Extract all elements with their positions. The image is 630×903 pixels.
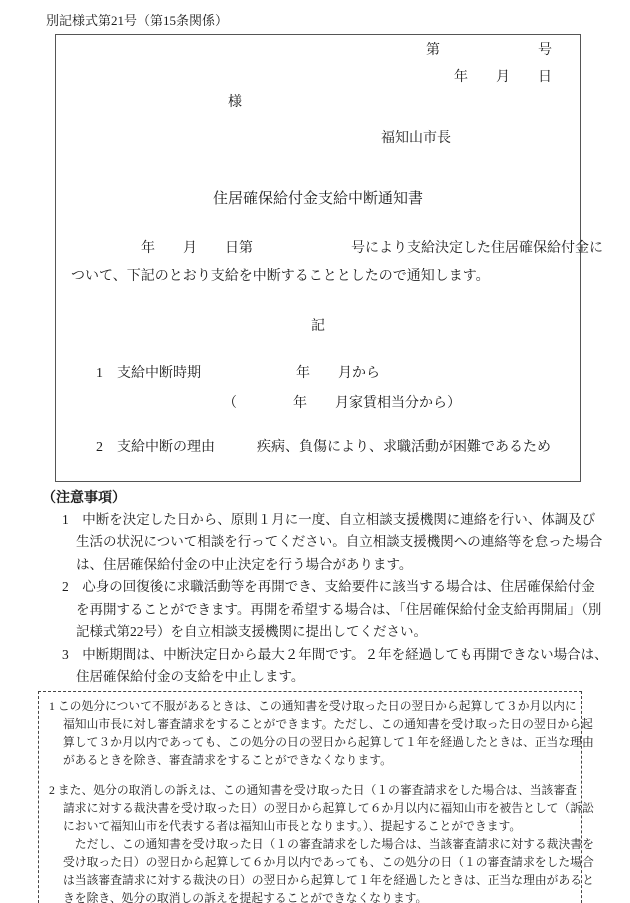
note-item-2-line: 2 心身の回復後に求職活動等を再開でき、支給要件に該当する場合は、住居確保給付金 — [62, 579, 595, 594]
note-item-3-line: 住居確保給付金の支給を中止します。 — [76, 669, 305, 684]
appeal-item-1-line: 福知山市長に対し審査請求をすることができます。ただし、この通知書を受け取った日の翌日から起 — [63, 716, 593, 731]
appeal-item-1 — [39, 697, 594, 769]
appeal-item-2-line: 受け取った日）の翌日から起算して６か月以内であっても、この処分の日（１の審査請求をした場合 — [63, 854, 594, 869]
suspension-reason-value: 疾病、負傷により、求職活動が困難であるため — [257, 440, 551, 455]
note-item-1-line: 1 中断を決定した日から、原則１月に一度、自立相談支援機関に連絡を行い、体調及び — [62, 511, 596, 527]
notice-body-line-2: ついて、下記のとおり支給を中断することとしたので通知します。 — [71, 269, 490, 284]
notes-section — [32, 486, 608, 689]
note-item-2-line: 記様式第22号）を自立相談支援機関に提出してください。 — [76, 624, 427, 639]
issue-date-line: 年 月 日 — [454, 70, 552, 85]
appeal-item-2-line: ただし、この通知書を受け取った日（１の審査請求をした場合は、当該審査請求に対する裁決書を — [63, 836, 594, 851]
appeal-item-2-line: において福知山市を代表する者は福知山市長となります。）、提起することができます。 — [63, 818, 522, 833]
appeal-item-2-line: は当該審査請求に対する裁決の日）の翌日から起算して１年を経過したときは、正当な理由があると — [63, 872, 594, 887]
note-item-3-line: 3 中断期間は、中断決定日から最大２年間です。２年を経過しても再開できない場合は、 — [62, 646, 608, 662]
appeal-item-1-line: 算して３か月以内であっても、この処分の日の翌日から起算して１年を経過したときは、正当な理由 — [63, 734, 594, 749]
appeal-item-2-line: きを除き、処分の取消しの訴えを提起することができなくなります。 — [63, 890, 428, 903]
notice-body-line-1: 年 月 日第 号により支給決定した住居確保給付金に — [141, 241, 603, 256]
note-item-1-line: は、住居確保給付金の中止決定を行う場合があります。 — [76, 556, 413, 572]
record-heading: 記 — [311, 319, 325, 334]
addressee-honorific: 様 — [228, 95, 242, 110]
appeal-item-2 — [39, 781, 594, 903]
suspension-reason-label: 支給中断の理由 — [117, 440, 215, 455]
notes-heading: （注意事項） — [42, 489, 126, 505]
suspension-period-label: 支給中断時期 — [117, 366, 201, 381]
appeal-item-1-line: 1 この処分について不服があるときは、この通知書を受け取った日の翌日から起算して３か月以内に — [49, 698, 577, 713]
notice-title: 住居確保給付金支給中断通知書 — [212, 191, 423, 207]
form-number-label: 別記様式第21号（第15条関係） — [46, 13, 229, 28]
appeal-item-1-line: があるときを除き、審査請求をすることができなくなります。 — [63, 752, 392, 767]
appeal-information-box — [38, 691, 594, 903]
sender-mayor: 福知山市長 — [381, 131, 451, 146]
notice-box — [55, 34, 603, 482]
item-number: 1 — [96, 366, 103, 381]
suspension-period-row — [56, 364, 580, 384]
note-item-2-line: を再開することができます。再開を希望する場合は、「住居確保給付金支給再開届」（別 — [76, 601, 602, 617]
appeal-item-2-line: 2 また、処分の取消しの訴えは、この通知書を受け取った日（１の審査請求をした場合は、当該審査 — [49, 782, 577, 797]
suspension-reason-row — [56, 438, 580, 458]
appeal-item-2-line: 請求に対する裁決書を受け取った日）の翌日から起算して６か月以内に福知山市を被告として（訴訟 — [63, 800, 594, 815]
suspension-period-rent-note: （ 年 月家賃相当分から） — [223, 396, 461, 411]
document-number-line: 第 号 — [426, 43, 552, 58]
item-number: 2 — [96, 440, 103, 455]
suspension-period-value: 年 月から — [296, 366, 380, 381]
note-item-1-line: 生活の状況について相談を行ってください。自立相談支援機関への連絡等を怠った場合 — [76, 534, 603, 549]
